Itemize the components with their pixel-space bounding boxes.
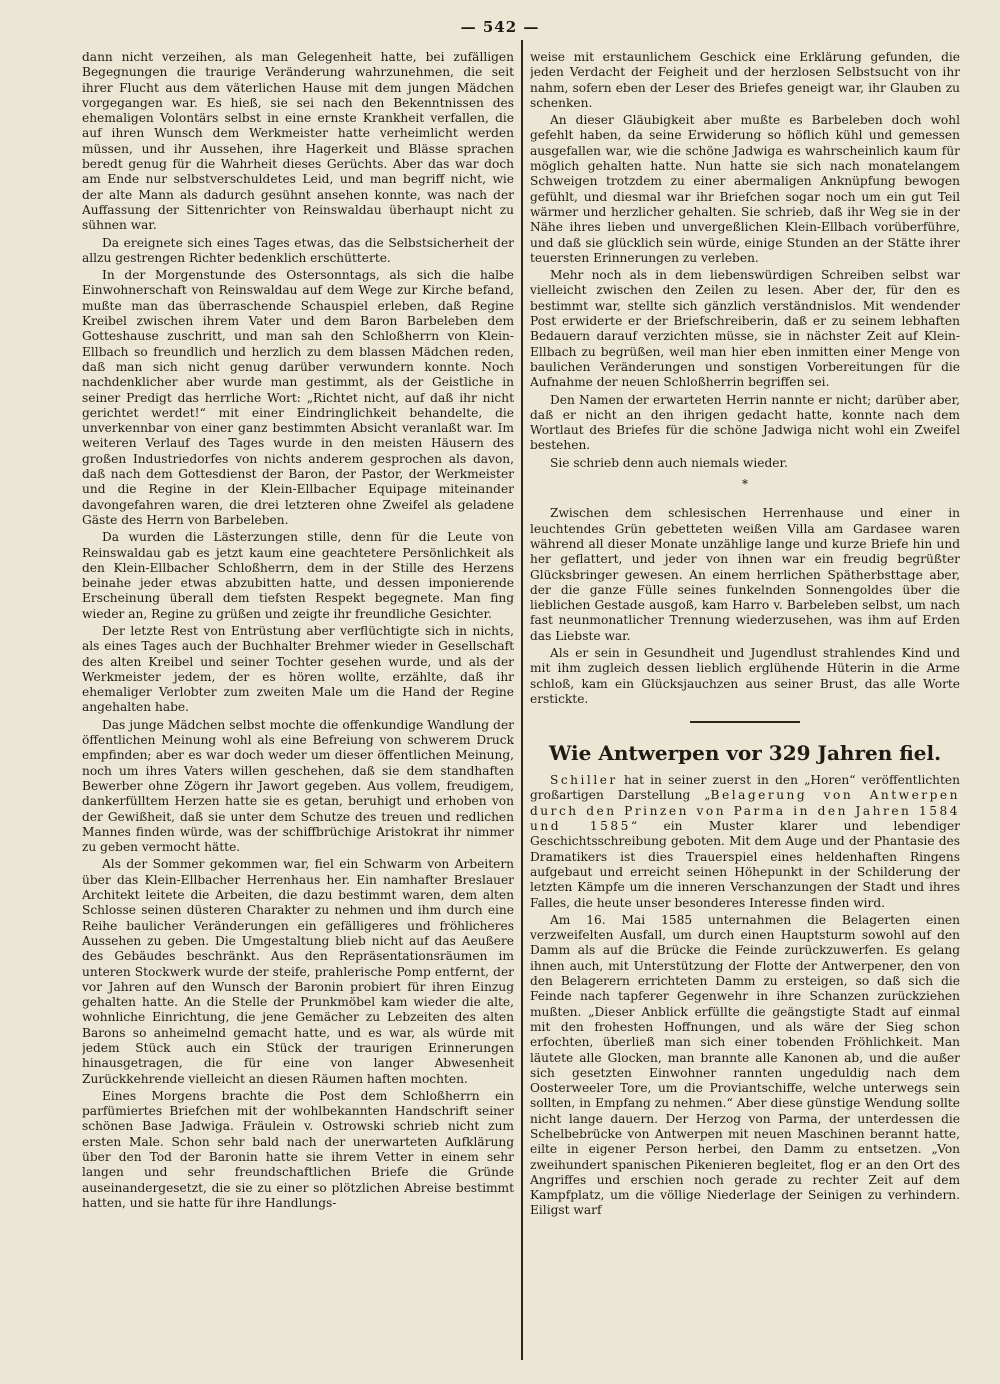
left-paragraph-1: dann nicht verzeihen, als man Gelegenheit hatte, bei zufälligen Begegnungen die traurige Veränderung wahrzunehmen, die seit ihrer Flucht aus dem väterlichen Hause mit dem jungen Mädchen vorgegangen war. Es hieß, sie sei nach den Bekenntnissen des ehemaligen Volontärs selbst in eine ernste Krankheit verfallen, die auf ihren Wunsch dem Werkmeister hatte verheimlicht werden müssen, und ihr Aussehen, ihre Hagerkeit und Blässe sprachen beredt genug für die Wahrheit dieses Gerüchts. Aber das war doch am Ende nur selbstverschuldetes Leid, und man begriff nicht, wie der alte Mann als dadurch gesühnt ansehen konnte, was nach der Auffassung der Sittenrichter von Reinswaldau überhaupt nicht zu sühnen war. xyxy=(82,50,514,233)
column-divider xyxy=(521,40,523,1360)
left-paragraph-7: Als der Sommer gekommen war, fiel ein Schwarm von Arbeitern über das Klein-Ellbacher Herrenhaus her. Ein namhafter Breslauer Architekt leitete die Arbeiten, die dazu bestimmt waren, dem alten Schlosse seinen düsteren Charakter zu nehmen und ihm durch eine Reihe baulicher Veränderungen ein gefälligeres und fröhlicheres Aussehen zu geben. Die Umgestaltung blieb nicht auf das Aeußere des Gebäudes beschränkt. Aus den Repräsentationsräumen im unteren Stockwerk wurde der steife, prahlerische Pomp entfernt, der vor Jahren auf den Wunsch der Baronin probiert für ihren Einzug gehalten hatte. An die Stelle der Prunkmöbel kam wieder die alte, wohnliche Einrichtung, die jene Gemächer zu Lebzeiten des alten Barons so anheimelnd gemacht hatte, und es war, als würde mit jedem Stück auch ein Stück der traurigen Erinnerungen hinausgetragen, die für eine von langer Abwesenheit Zurückkehrende vielleicht an diesen Räumen haften mochten. xyxy=(82,857,514,1086)
page-number: — 542 — xyxy=(460,18,540,36)
article-p1-part-c: “ ein Muster klarer und lebendiger Geschichtsschreibung geboten. Mit dem Auge und der Phantasie des Dramatikers ist dies Trauerspiel eines heldenhaften Ringens aufgebaut und erreicht seinen Höhepunkt in der Schilderung der letzten Kämpfe um die inneren Verschanzungen der Stadt und ihres Falles, die heute unser besonderes Interesse finden wird. xyxy=(530,819,960,910)
right-paragraph-5: Sie schrieb denn auch niemals wieder. xyxy=(550,455,788,470)
article-paragraph-1 xyxy=(530,773,960,911)
article-paragraph-2: Am 16. Mai 1585 unternahmen die Belagerten einen verzweifelten Ausfall, um durch einen Hauptsturm sowohl auf den Damm als auf die Brücke die Feinde zurückzuwerfen. Es gelang ihnen auch, mit Unterstützung der Flotte der Antwerpener, den von den Belagerern errichteten Damm zu ersteigen, so daß sich die Feinde nach tapferer Gegenwehr in ihre Schanzen zurückziehen mußten. „Dieser Anblick erfüllte die geängstigte Stadt auf einmal mit den frohesten Hoffnungen, und als wäre der Sieg schon erfochten, überließ man sich einer tobenden Fröhlichkeit. Man läutete alle Glocken, man brannte alle Kanonen ab, und die außer sich gesetzten Einwohner rannten ungeduldig nach dem Oosterweeler Tore, um die Proviantschiffe, welche unterwegs sein sollten, in Empfang zu nehmen.“ Aber diese günstige Wendung sollte nicht lange dauern. Der Herzog von Parma, der unterdessen die Schelbebrücke von Antwerpen mit neuen Maschinen berannt hatte, eilte in eigener Person herbei, den Damm zu entsetzen. „Von zweihundert spanischen Pikenieren begleitet, flog er an den Ort des Angriffes und erschien noch gerade zu rechter Zeit auf dem Kampfplatz, um die völlige Niederlage der Seinigen zu verhindern. Eiligst warf xyxy=(530,912,960,1218)
right-paragraph-3: Mehr noch als in dem liebenswürdigen Schreiben selbst war vielleicht zwischen den Zeilen zu lesen. Aber der, für den es bestimmt war, stellte sich gänzlich verständnislos. Mit wendender Post erwiderte er der Briefschreiberin, daß er zu seinem lebhaften Bedauern darauf verzichten müsse, sie in nächster Zeit auf Klein-Ellbach zu begrüßen, weil man hier eben inmitten einer Menge von baulichen Veränderungen und sonstigen Vorbereitungen für die Aufnahme der neuen Schloßherrin begriffen sei. xyxy=(530,268,960,390)
article-work-title: Belagerung von Antwerpen durch den Prinzen von Parma in den Jahren 1584 und 1585 xyxy=(530,788,960,834)
right-paragraph-4: Den Namen der erwarteten Herrin nannte er nicht; darüber aber, daß er nicht an den ihrigen gedacht hatte, konnte nach dem Wortlaut des Briefes für die schöne Jadwiga nicht wohl ein Zweifel bestehen. xyxy=(530,392,960,453)
article-separator-rule xyxy=(690,721,800,723)
right-paragraph-2: An dieser Gläubigkeit aber mußte es Barbeleben doch wohl gefehlt haben, da seine Erwiderung so höflich kühl und gemessen ausgefallen war, wie die schöne Jadwiga es wahrscheinlich kaum für möglich gehalten hatte. Nun hatte sie sich nach monatelangem Schweigen trotzdem zu einer abermaligen Anknüpfung bewogen gefühlt, und diesmal war ihr Briefchen sogar noch um ein gut Teil wärmer und herzlicher gehalten. Sie schrieb, daß ihr Weg sie in der Nähe ihres lieben und unvergeßlichen Klein-Ellbach vorüberführe, und daß sie glücklich sein würde, einige Stunden an der Stätte ihrer teuersten Erinnerungen zu verleben. xyxy=(530,113,960,265)
article-p1-part-a: hat in seiner zuerst in den „Horen“ veröffentlichten großartigen Darstellung „ xyxy=(530,773,960,803)
right-paragraph-1: weise mit erstaunlichem Geschick eine Erklärung gefunden, die jeden Verdacht der Feigheit und der herzlosen Selbstsucht von ihr nahm, sofern eben der Leser des Briefes geneigt war, ihr Glauben zu schenken. xyxy=(530,50,960,110)
left-paragraph-6: Das junge Mädchen selbst mochte die offenkundige Wandlung der öffentlichen Meinung wohl als eine Befreiung von schwerem Druck empfinden; aber es war doch weder um dieser öffentlichen Meinung, noch um ihres Vaters willen geschehen, daß sie dem standhaften Bewerber ohne Zögern ihr Jawort gegeben. Aus vollem, freudigem, dankerfülltem Herzen hatte sie es getan, beruhigt und erhoben von der Gewißheit, daß sie unter dem Schutze des treuen und redlichen Mannes finden würde, was der schiffbrüchige Aristokrat ihr nimmer zu geben vermocht hätte. xyxy=(82,717,514,855)
left-column xyxy=(82,50,514,1370)
left-paragraph-4: Da wurden die Lästerzungen stille, denn für die Leute von Reinswaldau gab es jetzt kaum eine geachtetere Persönlichkeit als den Klein-Ellbacher Schloßherrn, dem in der Stille des Herzens beinahe jeder etwas abzubitten hatte, und dessen imponierende Erscheinung überall dem tiefsten Respekt begegnete. Man fing wieder an, Regine zu grüßen und zeigte ihr freundliche Gesichter. xyxy=(82,530,514,621)
right-paragraph-6: Zwischen dem schlesischen Herrenhause und einer in leuchtendes Grün gebetteten weißen Villa am Gardasee waren während all dieser Monate unzählige lange und kurze Briefe hin und her geflattert, und jeder von ihnen war ein freudig begrüßter Glücksbringer gewesen. An einem herrlichen Spätherbsttage aber, der die ganze Fülle seines funkelnden Sonnengoldes über die lieblichen Gestade ausgoß, kam Harro v. Barbeleben selbst, um nach fast neunmonatlicher Trennung wiederzusehen, was ihm auf Erden das Liebste war. xyxy=(530,506,960,643)
left-paragraph-3: In der Morgenstunde des Ostersonntags, als sich die halbe Einwohnerschaft von Reinswaldau auf dem Wege zur Kirche befand, mußte man das überraschende Schauspiel erleben, daß Regine Kreibel zwischen ihrem Vater und dem Baron Barbeleben dem Gotteshause zuschritt, und man sah den Schloßherrn von Klein-Ellbach so freundlich und herzlich zu dem blassen Mädchen reden, daß man sich nicht genug darüber verwundern konnte. Noch nachdenklicher aber wurde man gestimmt, als der Geistliche in seiner Predigt das herrliche Wort: „Richtet nicht, auf daß ihr nicht gerichtet werdet!“ mit einer Eindringlichkeit behandelte, die unverkennbar von einer ganz bestimmten Absicht veranlaßt war. Im weiteren Verlauf des Tages wurde in den meisten Häusern des großen Industriedorfes von nichts anderem gesprochen als davon, daß nach dem Gottesdienst der Baron, der Pastor, der Werkmeister und die Regine in der Klein-Ellbacher Equipage miteinander davongefahren waren, die drei letzteren ohne Zweifel als geladene Gäste des Herrn von Barbeleben. xyxy=(82,268,514,527)
article-author: Schiller xyxy=(550,773,618,788)
right-paragraph-7: Als er sein in Gesundheit und Jugendlust strahlendes Kind und mit ihm zugleich dessen lieblich erglühende Hüterin in die Arme schloß, kam ein Glücksjauchzen aus seiner Brust, das alle Worte erstickte. xyxy=(530,645,960,706)
left-paragraph-2: Da ereignete sich eines Tages etwas, das die Selbstsicherheit der allzu gestrengen Richter bedenklich erschütterte. xyxy=(82,235,514,265)
left-paragraph-8: Eines Morgens brachte die Post dem Schloßherrn ein parfümiertes Briefchen mit der wohlbekannten Handschrift seiner schönen Base Jadwiga. Fräulein v. Ostrowski schrieb nicht zum ersten Male. Schon sehr bald nach der unerwarteten Aufklärung über den Tod der Baronin hatte sie ihrem Vetter in einem sehr langen und sehr freundschaftlichen Briefe die Gründe auseinandergesetzt, die sie zu einer so plötzlichen Abreise bestimmt hatten, und sie hatte für ihre Handlungs- xyxy=(82,1088,514,1210)
right-column xyxy=(530,50,960,1370)
section-separator-star: * xyxy=(742,477,748,492)
article-title: Wie Antwerpen vor 329 Jahren fiel. xyxy=(548,741,942,766)
left-paragraph-5: Der letzte Rest von Entrüstung aber verflüchtigte sich in nichts, als eines Tages auch der Buchhalter Brehmer wieder in Gesellschaft des alten Kreibel und seiner Tochter gesehen wurde, und als der Werkmeister jedem, der es hören wollte, erzählte, daß ihr ehemaliger Verlobter zum zweiten Male um die Hand der Regine angehalten habe. xyxy=(82,623,514,715)
